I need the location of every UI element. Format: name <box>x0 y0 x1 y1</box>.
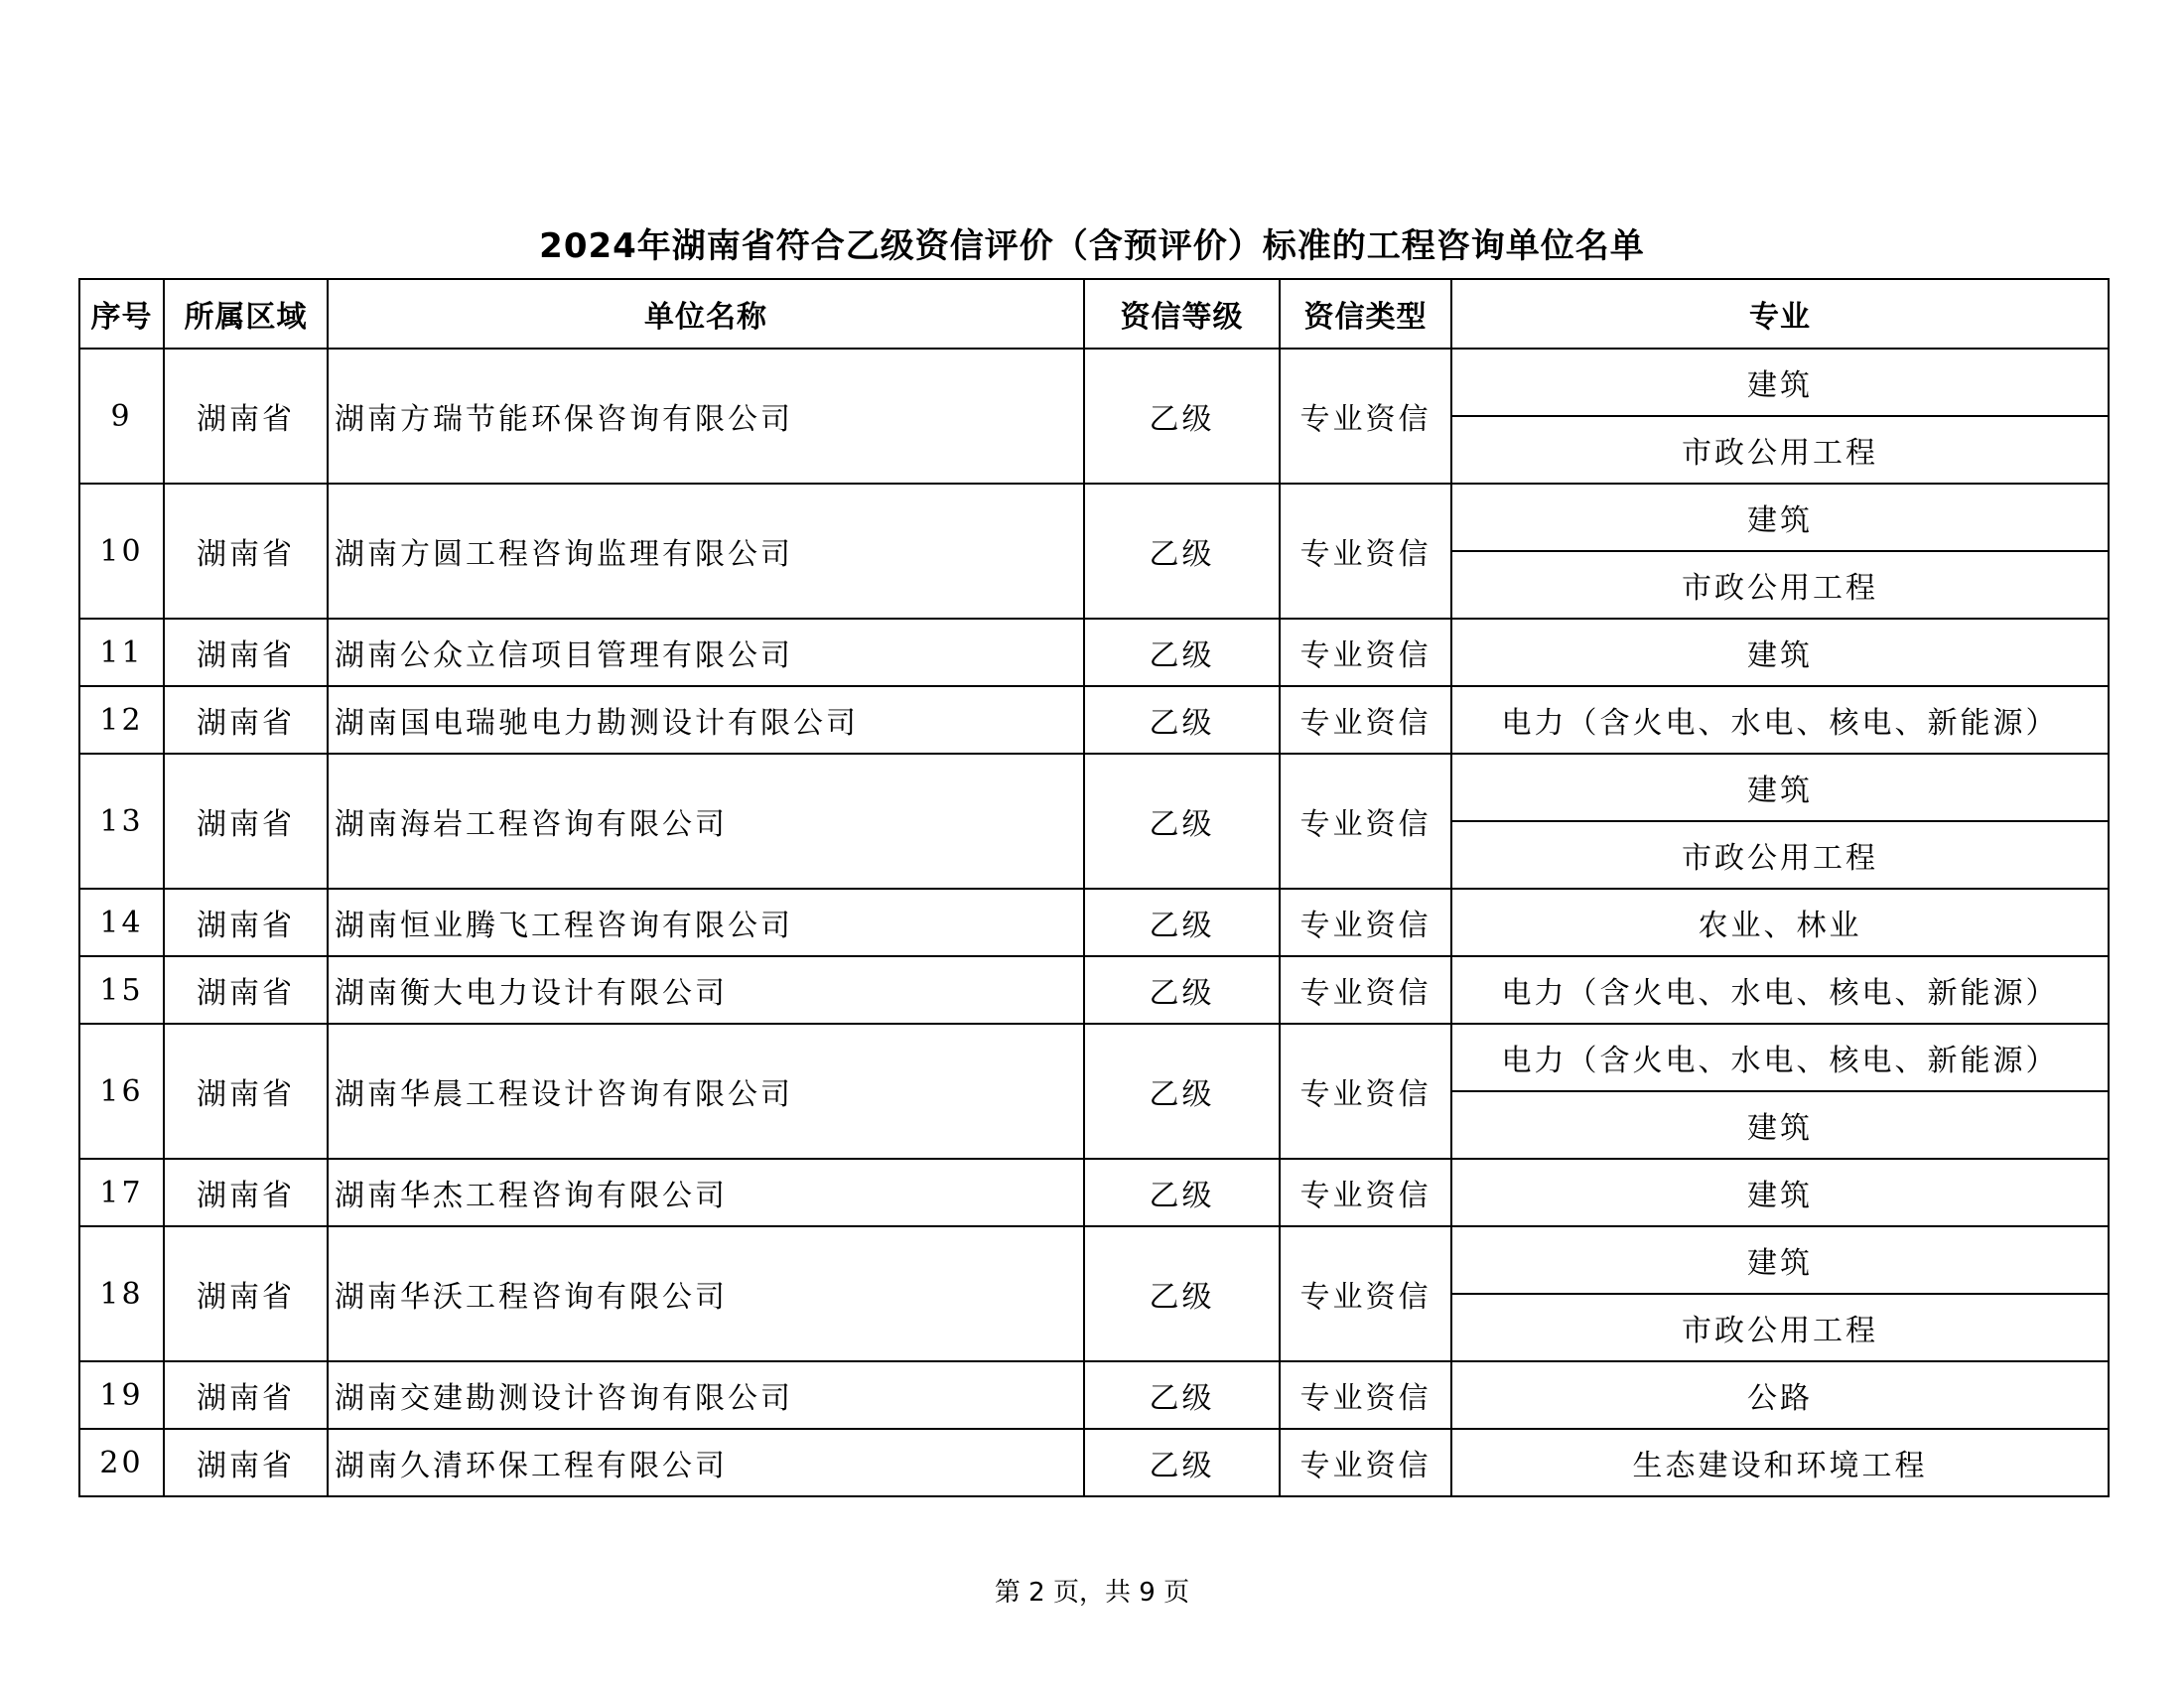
cell-level: 乙级 <box>1084 349 1280 484</box>
cell-region: 湖南省 <box>164 349 328 484</box>
cell-region: 湖南省 <box>164 619 328 686</box>
cell-type: 专业资信 <box>1280 1159 1451 1226</box>
cell-major: 市政公用工程 <box>1451 416 2109 484</box>
header-region: 所属区域 <box>164 279 328 349</box>
table-row <box>79 1226 2109 1294</box>
cell-unit-name: 湖南交建勘测设计咨询有限公司 <box>328 1361 1084 1429</box>
cell-type: 专业资信 <box>1280 686 1451 754</box>
cell-major: 农业、林业 <box>1451 889 2109 956</box>
cell-no: 18 <box>79 1226 164 1361</box>
cell-level: 乙级 <box>1084 1226 1280 1361</box>
cell-unit-name: 湖南华晨工程设计咨询有限公司 <box>328 1024 1084 1159</box>
cell-unit-name: 湖南衡大电力设计有限公司 <box>328 956 1084 1024</box>
cell-level: 乙级 <box>1084 484 1280 619</box>
cell-type: 专业资信 <box>1280 619 1451 686</box>
cell-major: 建筑 <box>1451 484 2109 551</box>
cell-level: 乙级 <box>1084 889 1280 956</box>
cell-type: 专业资信 <box>1280 1024 1451 1159</box>
cell-type: 专业资信 <box>1280 889 1451 956</box>
cell-no: 16 <box>79 1024 164 1159</box>
cell-major: 市政公用工程 <box>1451 551 2109 619</box>
cell-major: 市政公用工程 <box>1451 1294 2109 1361</box>
cell-level: 乙级 <box>1084 1159 1280 1226</box>
cell-major: 电力（含火电、水电、核电、新能源） <box>1451 1024 2109 1091</box>
table-row <box>79 349 2109 416</box>
cell-no: 13 <box>79 754 164 889</box>
cell-unit-name: 湖南方瑞节能环保咨询有限公司 <box>328 349 1084 484</box>
cell-no: 11 <box>79 619 164 686</box>
cell-type: 专业资信 <box>1280 1429 1451 1496</box>
cell-unit-name: 湖南海岩工程咨询有限公司 <box>328 754 1084 889</box>
cell-no: 14 <box>79 889 164 956</box>
table-row <box>79 619 2109 686</box>
cell-major: 电力（含火电、水电、核电、新能源） <box>1451 956 2109 1024</box>
cell-major: 建筑 <box>1451 349 2109 416</box>
cell-region: 湖南省 <box>164 1429 328 1496</box>
cell-unit-name: 湖南恒业腾飞工程咨询有限公司 <box>328 889 1084 956</box>
cell-major: 建筑 <box>1451 1159 2109 1226</box>
table-row <box>79 484 2109 551</box>
document-title: 2024年湖南省符合乙级资信评价（含预评价）标准的工程咨询单位名单 <box>539 226 1645 266</box>
cell-level: 乙级 <box>1084 686 1280 754</box>
cell-major: 公路 <box>1451 1361 2109 1429</box>
table-header-row <box>79 279 2109 349</box>
cell-level: 乙级 <box>1084 754 1280 889</box>
cell-unit-name: 湖南公众立信项目管理有限公司 <box>328 619 1084 686</box>
cell-major: 建筑 <box>1451 619 2109 686</box>
cell-region: 湖南省 <box>164 484 328 619</box>
table-row <box>79 956 2109 1024</box>
header-major: 专业 <box>1451 279 2109 349</box>
cell-level: 乙级 <box>1084 619 1280 686</box>
header-unit-name: 单位名称 <box>328 279 1084 349</box>
cell-unit-name: 湖南久清环保工程有限公司 <box>328 1429 1084 1496</box>
cell-major: 市政公用工程 <box>1451 821 2109 889</box>
table-row <box>79 1361 2109 1429</box>
cell-major: 建筑 <box>1451 1091 2109 1159</box>
header-level: 资信等级 <box>1084 279 1280 349</box>
cell-level: 乙级 <box>1084 1361 1280 1429</box>
cell-region: 湖南省 <box>164 1361 328 1429</box>
table-row <box>79 686 2109 754</box>
table-row <box>79 889 2109 956</box>
cell-unit-name: 湖南华沃工程咨询有限公司 <box>328 1226 1084 1361</box>
cell-unit-name: 湖南国电瑞驰电力勘测设计有限公司 <box>328 686 1084 754</box>
cell-major: 建筑 <box>1451 1226 2109 1294</box>
table-row <box>79 1429 2109 1496</box>
cell-region: 湖南省 <box>164 754 328 889</box>
cell-no: 17 <box>79 1159 164 1226</box>
cell-level: 乙级 <box>1084 956 1280 1024</box>
cell-type: 专业资信 <box>1280 1226 1451 1361</box>
cell-type: 专业资信 <box>1280 1361 1451 1429</box>
cell-major: 生态建设和环境工程 <box>1451 1429 2109 1496</box>
cell-region: 湖南省 <box>164 956 328 1024</box>
page-footer: 第 2 页，共 9 页 <box>994 1578 1190 1608</box>
cell-region: 湖南省 <box>164 686 328 754</box>
cell-major: 电力（含火电、水电、核电、新能源） <box>1451 686 2109 754</box>
cell-region: 湖南省 <box>164 1226 328 1361</box>
cell-no: 20 <box>79 1429 164 1496</box>
cell-no: 12 <box>79 686 164 754</box>
cell-no: 15 <box>79 956 164 1024</box>
cell-level: 乙级 <box>1084 1429 1280 1496</box>
cell-unit-name: 湖南方圆工程咨询监理有限公司 <box>328 484 1084 619</box>
cell-type: 专业资信 <box>1280 956 1451 1024</box>
cell-type: 专业资信 <box>1280 754 1451 889</box>
cell-type: 专业资信 <box>1280 349 1451 484</box>
cell-region: 湖南省 <box>164 1159 328 1226</box>
cell-type: 专业资信 <box>1280 484 1451 619</box>
table-row <box>79 754 2109 821</box>
cell-no: 10 <box>79 484 164 619</box>
table-body <box>79 349 2109 1496</box>
cell-no: 19 <box>79 1361 164 1429</box>
unit-list-table <box>78 278 2110 1497</box>
table-row <box>79 1024 2109 1091</box>
cell-major: 建筑 <box>1451 754 2109 821</box>
header-no: 序号 <box>79 279 164 349</box>
cell-region: 湖南省 <box>164 1024 328 1159</box>
cell-level: 乙级 <box>1084 1024 1280 1159</box>
cell-unit-name: 湖南华杰工程咨询有限公司 <box>328 1159 1084 1226</box>
header-type: 资信类型 <box>1280 279 1451 349</box>
cell-region: 湖南省 <box>164 889 328 956</box>
cell-no: 9 <box>79 349 164 484</box>
table-row <box>79 1159 2109 1226</box>
